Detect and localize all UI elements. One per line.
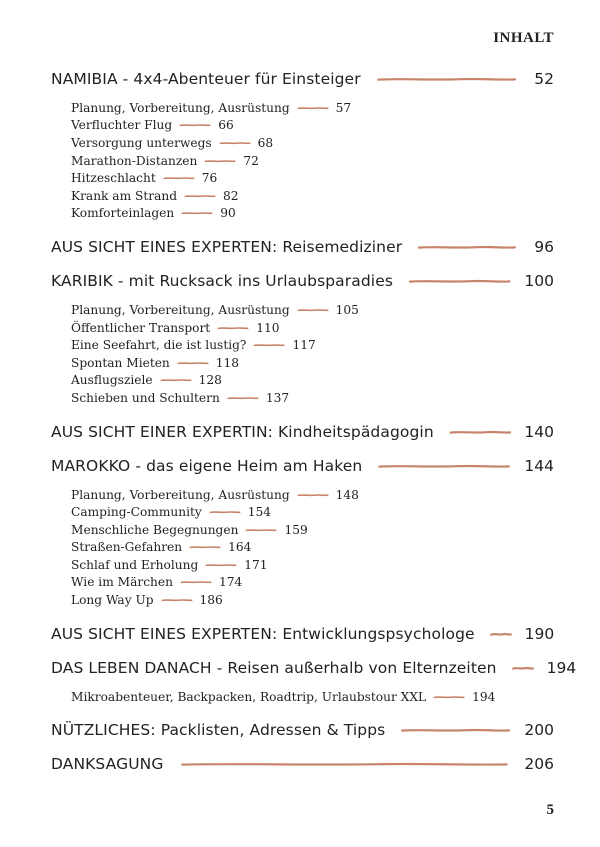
chapter-leader xyxy=(179,759,510,769)
subsection-page-number: 164 xyxy=(228,540,252,555)
toc-subsection[interactable] xyxy=(71,556,554,574)
subsection-leader xyxy=(180,122,210,128)
toc-subsection[interactable] xyxy=(71,336,554,354)
subsection-leader xyxy=(220,140,250,146)
subsection-page-number: 66 xyxy=(218,118,234,133)
leader-stroke-icon xyxy=(180,122,210,128)
subsection-page-number: 57 xyxy=(335,100,352,115)
leader-stroke-icon xyxy=(161,377,191,383)
section-header: INHALT xyxy=(493,30,554,46)
subsection-leader xyxy=(178,360,208,366)
chapter-title: DANKSAGUNG xyxy=(51,755,164,774)
subsection-leader xyxy=(254,342,284,348)
toc-subsection[interactable] xyxy=(71,521,554,539)
leader-stroke-icon xyxy=(377,74,516,84)
chapter-page-number: 96 xyxy=(534,238,554,257)
chapter-title: NAMIBIA - 4x4-Abenteuer für Einsteiger xyxy=(51,70,361,88)
chapter-page-number: 140 xyxy=(524,422,554,441)
chapter-title: KARIBIK - mit Rucksack ins Urlaubsparadies xyxy=(51,272,394,291)
subsection-leader xyxy=(298,105,328,111)
toc-subsection[interactable] xyxy=(71,301,554,319)
toc-subsection[interactable] xyxy=(71,205,554,223)
toc-subsection[interactable] xyxy=(71,319,554,337)
chapter-page-number: 200 xyxy=(524,721,554,740)
subsection-page-number: 194 xyxy=(472,689,496,704)
chapter-leader xyxy=(491,629,511,639)
leader-stroke-icon xyxy=(513,663,533,673)
leader-stroke-icon xyxy=(179,759,510,769)
chapter-leader xyxy=(378,461,510,471)
toc-subsection[interactable] xyxy=(71,591,554,609)
subsection-leader xyxy=(164,175,194,181)
subsection-page-number: 137 xyxy=(265,390,290,405)
subsection-leader xyxy=(161,377,191,383)
subsection-leader xyxy=(182,210,212,216)
chapter-title: AUS SICHT EINES EXPERTEN: Reisemediziner xyxy=(51,238,403,257)
toc-subsection[interactable] xyxy=(71,99,554,117)
subsection-list xyxy=(71,486,554,609)
toc-subsection[interactable] xyxy=(71,134,554,152)
subsection-title: Marathon-Distanzen xyxy=(71,153,198,168)
chapter-page-number: 194 xyxy=(546,658,577,677)
subsection-leader xyxy=(298,492,328,498)
subsection-title: Versorgung unterwegs xyxy=(71,135,212,150)
subsection-list xyxy=(71,99,554,222)
chapter-leader xyxy=(401,725,510,735)
table-of-contents xyxy=(51,62,577,781)
chapter-page-number: 100 xyxy=(524,272,554,291)
chapter-leader xyxy=(418,242,516,252)
leader-stroke-icon xyxy=(434,694,464,700)
subsection-title: Schlaf und Erholung xyxy=(71,557,199,572)
leader-stroke-icon xyxy=(298,307,328,313)
subsection-leader xyxy=(185,193,215,199)
subsection-page-number: 128 xyxy=(198,373,222,388)
subsection-page-number: 76 xyxy=(201,171,218,186)
toc-subsection[interactable] xyxy=(71,117,554,135)
subsection-page-number: 174 xyxy=(218,575,243,590)
subsection-page-number: 186 xyxy=(199,593,223,608)
subsection-leader xyxy=(246,527,276,533)
toc-chapter[interactable] xyxy=(51,651,577,685)
subsection-leader xyxy=(228,395,258,401)
chapter-page-number: 206 xyxy=(524,755,554,774)
toc-subsection[interactable] xyxy=(71,372,554,390)
chapter-page-number: 52 xyxy=(534,70,554,88)
subsection-leader xyxy=(298,307,328,313)
leader-stroke-icon xyxy=(228,395,258,401)
chapter-leader xyxy=(409,276,510,286)
subsection-title: Planung, Vorbereitung, Ausrüstung xyxy=(71,302,290,317)
chapter-title: DAS LEBEN DANACH - Reisen außerhalb von Elternzeiten xyxy=(51,658,497,677)
subsection-title: Krank am Strand xyxy=(71,188,177,203)
subsection-leader xyxy=(181,579,211,585)
subsection-title: Planung, Vorbereitung, Ausrüstung xyxy=(71,100,290,115)
subsection-title: Ausflugsziele xyxy=(71,373,153,388)
toc-subsection[interactable] xyxy=(71,389,554,407)
subsection-page-number: 117 xyxy=(292,338,316,353)
leader-stroke-icon xyxy=(185,193,215,199)
subsection-page-number: 90 xyxy=(220,206,236,221)
chapter-title: NÜTZLICHES: Packlisten, Adressen & Tipps xyxy=(51,721,386,740)
subsection-title: Straßen-Gefahren xyxy=(71,540,183,555)
leader-stroke-icon xyxy=(164,175,194,181)
subsection-title: Verfluchter Flug xyxy=(71,118,173,133)
subsection-leader xyxy=(190,544,220,550)
subsection-page-number: 154 xyxy=(247,505,272,520)
toc-chapter[interactable] xyxy=(51,747,554,781)
leader-stroke-icon xyxy=(178,360,208,366)
subsection-page-number: 159 xyxy=(284,522,308,537)
leader-stroke-icon xyxy=(409,276,510,286)
toc-subsection[interactable] xyxy=(71,169,554,187)
chapter-leader xyxy=(513,663,533,673)
chapter-page-number: 190 xyxy=(524,624,555,643)
subsection-page-number: 148 xyxy=(335,487,359,502)
subsection-title: Schieben und Schultern xyxy=(71,390,220,405)
subsection-leader xyxy=(206,562,236,568)
leader-stroke-icon xyxy=(190,544,220,550)
toc-subsection[interactable] xyxy=(71,503,554,521)
toc-chapter[interactable] xyxy=(51,617,554,651)
leader-stroke-icon xyxy=(298,105,328,111)
leader-stroke-icon xyxy=(205,158,235,164)
subsection-title: Hitzeschlacht xyxy=(71,171,156,186)
leader-stroke-icon xyxy=(401,725,510,735)
leader-stroke-icon xyxy=(162,597,192,603)
toc-chapter[interactable] xyxy=(51,415,554,449)
leader-stroke-icon xyxy=(218,325,248,331)
subsection-leader xyxy=(210,509,240,515)
subsection-title: Long Way Up xyxy=(71,593,154,608)
toc-subsection[interactable] xyxy=(71,354,554,372)
toc-chapter[interactable] xyxy=(51,62,554,96)
chapter-title: MAROKKO - das eigene Heim am Haken xyxy=(51,456,363,475)
leader-stroke-icon xyxy=(491,629,511,639)
subsection-list xyxy=(71,301,554,407)
leader-stroke-icon xyxy=(298,492,328,498)
toc-subsection[interactable] xyxy=(71,486,554,504)
subsection-page-number: 105 xyxy=(335,302,359,317)
subsection-page-number: 72 xyxy=(243,153,259,168)
subsection-title: Mikroabenteuer, Backpacken, Roadtrip, Urlaubstour XXL xyxy=(71,689,427,704)
leader-stroke-icon xyxy=(210,509,240,515)
subsection-title: Eine Seefahrt, die ist lustig? xyxy=(71,338,247,353)
leader-stroke-icon xyxy=(254,342,284,348)
subsection-page-number: 82 xyxy=(223,188,239,203)
leader-stroke-icon xyxy=(220,140,250,146)
chapter-leader xyxy=(450,427,511,437)
chapter-title: AUS SICHT EINER EXPERTIN: Kindheitspädagogin xyxy=(51,422,434,441)
subsection-leader xyxy=(205,158,235,164)
toc-subsection[interactable] xyxy=(71,688,554,706)
chapter-title: AUS SICHT EINES EXPERTEN: Entwicklungspsychologe xyxy=(51,624,475,643)
subsection-title: Menschliche Begegnungen xyxy=(71,522,239,537)
subsection-leader xyxy=(434,694,464,700)
leader-stroke-icon xyxy=(418,242,516,252)
page-number: 5 xyxy=(546,802,554,818)
subsection-list xyxy=(71,688,554,706)
leader-stroke-icon xyxy=(378,461,510,471)
toc-chapter[interactable] xyxy=(51,713,554,747)
toc-subsection[interactable] xyxy=(71,152,554,170)
toc-chapter[interactable] xyxy=(51,449,554,483)
leader-stroke-icon xyxy=(206,562,236,568)
subsection-page-number: 110 xyxy=(256,320,280,335)
toc-chapter[interactable] xyxy=(51,264,554,298)
leader-stroke-icon xyxy=(182,210,212,216)
leader-stroke-icon xyxy=(450,427,511,437)
toc-chapter[interactable] xyxy=(51,230,554,264)
subsection-page-number: 118 xyxy=(215,355,240,370)
subsection-leader xyxy=(162,597,192,603)
leader-stroke-icon xyxy=(181,579,211,585)
subsection-page-number: 68 xyxy=(257,135,274,150)
subsection-title: Öffentlicher Transport xyxy=(71,320,211,335)
subsection-page-number: 171 xyxy=(244,557,268,572)
subsection-title: Spontan Mieten xyxy=(71,355,170,370)
chapter-leader xyxy=(377,74,516,84)
toc-subsection[interactable] xyxy=(71,574,554,592)
subsection-title: Planung, Vorbereitung, Ausrüstung xyxy=(71,487,290,502)
toc-subsection[interactable] xyxy=(71,539,554,557)
subsection-title: Camping-Community xyxy=(71,505,202,520)
leader-stroke-icon xyxy=(246,527,276,533)
chapter-page-number: 144 xyxy=(524,456,554,475)
subsection-title: Komforteinlagen xyxy=(71,206,175,221)
subsection-title: Wie im Märchen xyxy=(71,575,173,590)
toc-subsection[interactable] xyxy=(71,187,554,205)
subsection-leader xyxy=(218,325,248,331)
